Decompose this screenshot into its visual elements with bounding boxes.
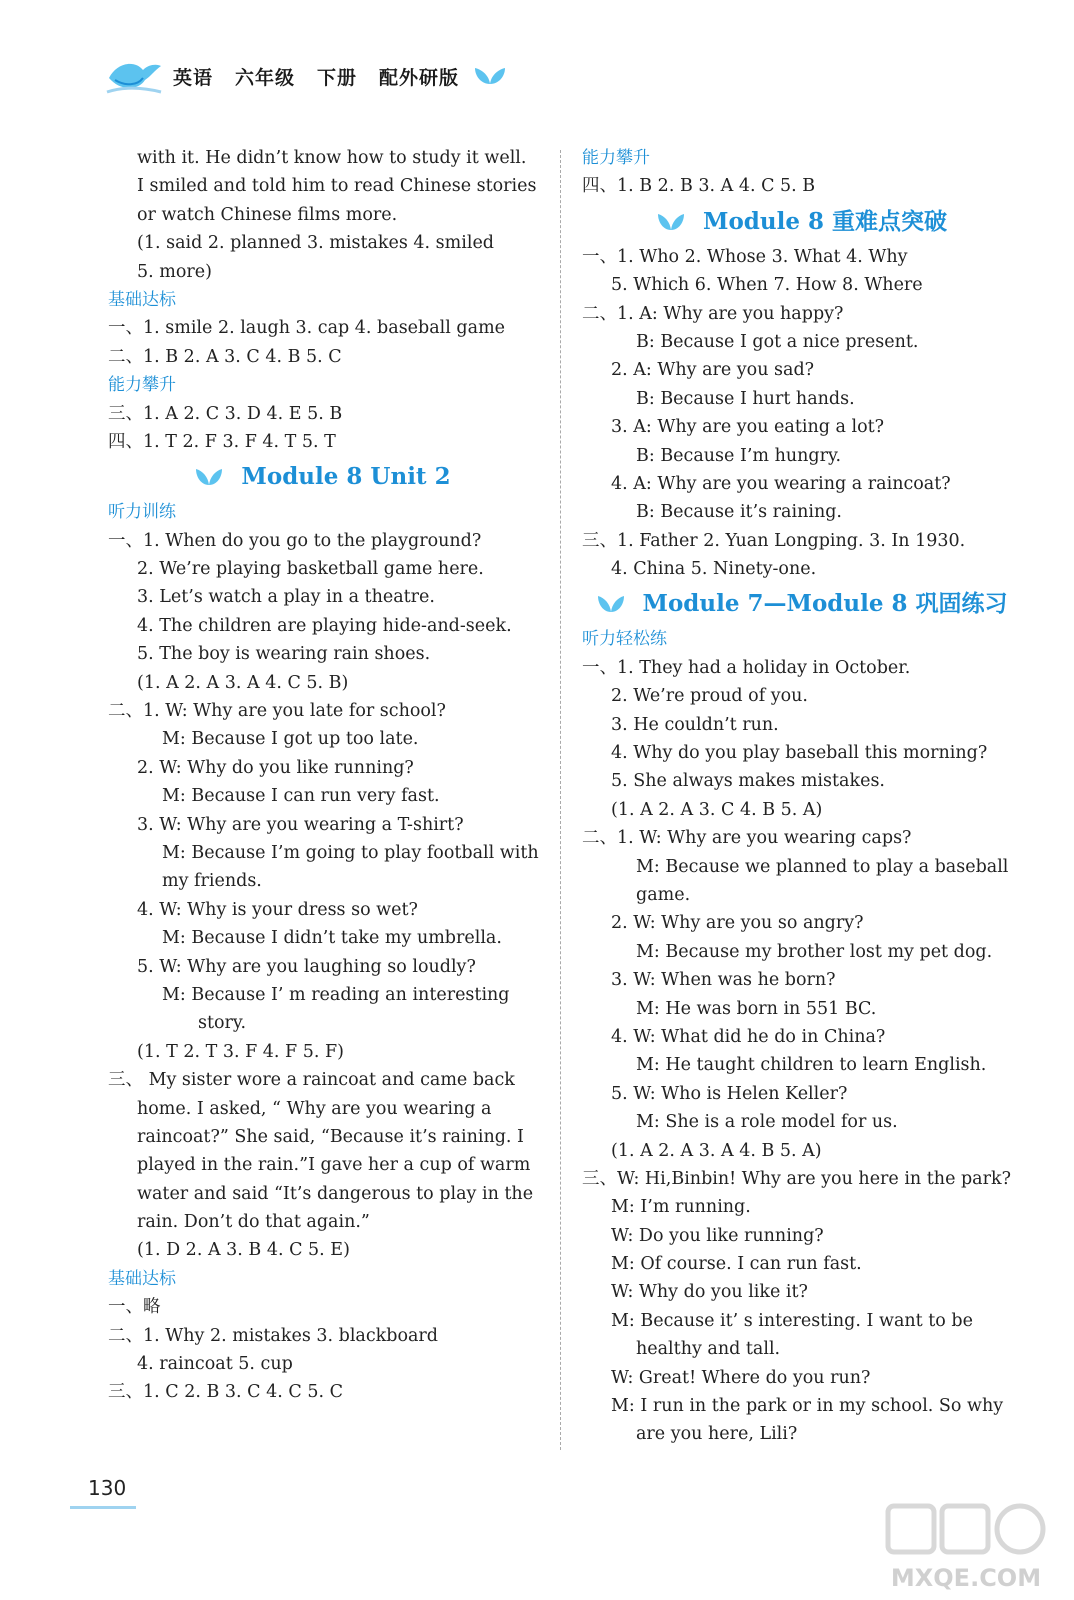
answer-line: B: Because I hurt hands. — [636, 388, 855, 409]
answer-line: 4. The children are playing hide-and-seek. — [137, 615, 512, 636]
answer-line: 5. She always makes mistakes. — [611, 771, 885, 792]
section-heading: 听力训练 — [108, 502, 176, 523]
answer-line: 三、W: Hi,Binbin! Why are you here in the park? — [582, 1168, 1011, 1189]
answer-line: 三、1. Father 2. Yuan Longping. 3. In 1930. — [582, 530, 966, 551]
answer-line: 四、1. B 2. B 3. A 4. C 5. B — [582, 176, 816, 197]
answer-line: home. I asked, “ Why are you wearing a — [137, 1098, 492, 1119]
section-title — [582, 203, 1022, 241]
bird-logo-icon — [105, 56, 163, 96]
answer-line: I smiled and told him to read Chinese stories — [137, 176, 537, 197]
answer-line: 一、略 — [108, 1297, 161, 1318]
answer-line: 三、1. C 2. B 3. C 4. C 5. C — [108, 1382, 343, 1403]
answer-line: M: He taught children to learn English. — [636, 1055, 987, 1076]
answer-line: M: Because my brother lost my pet dog. — [636, 941, 993, 962]
section-heading: 基础达标 — [108, 289, 176, 310]
leaf-icon — [195, 468, 223, 486]
answer-line: 2. W: Why do you like running? — [137, 757, 414, 778]
section-title — [108, 458, 538, 496]
answer-line: (1. A 2. A 3. C 4. B 5. A) — [611, 799, 823, 820]
answer-line: M: Because I’ m reading an interesting — [162, 984, 510, 1005]
answer-line: (1. said 2. planned 3. mistakes 4. smiled — [137, 233, 495, 254]
answer-line: 4. W: What did he do in China? — [611, 1026, 886, 1047]
answer-line: 4. raincoat 5. cup — [137, 1354, 293, 1375]
answer-line: 5. more) — [137, 261, 212, 282]
answer-line: (1. T 2. T 3. F 4. F 5. F) — [137, 1041, 344, 1062]
answer-line: B: Because it’s raining. — [636, 502, 842, 523]
column-divider — [560, 150, 561, 1450]
answer-line: M: Because I’m going to play football with — [162, 842, 539, 863]
answer-line: my friends. — [162, 871, 262, 892]
header-volume: 下册 — [317, 66, 358, 89]
answer-line: story. — [198, 1013, 247, 1034]
answer-line: 5. W: Who is Helen Keller? — [611, 1083, 848, 1104]
section-title-text: Module 7—Module 8 巩固练习 — [642, 590, 1008, 618]
answer-line: 三、1. A 2. C 3. D 4. E 5. B — [108, 403, 343, 424]
answer-line: 二、1. W: Why are you late for school? — [108, 701, 446, 722]
right-column — [582, 144, 1022, 1449]
leaf-icon — [597, 595, 625, 613]
answer-line: 2. A: Why are you sad? — [611, 360, 815, 381]
answer-line: 3. W: When was he born? — [611, 970, 836, 991]
answer-line: M: Because I got up too late. — [162, 729, 419, 750]
answer-line: 2. W: Why are you so angry? — [611, 913, 864, 934]
answer-line: 四、1. T 2. F 3. F 4. T 5. T — [108, 431, 336, 452]
left-column — [108, 144, 538, 1407]
answer-line: with it. He didn’t know how to study it well. — [137, 148, 527, 168]
answer-line: 4. W: Why is your dress so wet? — [137, 899, 418, 920]
answer-line: game. — [636, 884, 691, 905]
answer-line: 二、1. A: Why are you happy? — [582, 303, 844, 324]
page-number — [70, 1474, 136, 1508]
answer-line: M: Because we planned to play a baseball — [636, 856, 1009, 877]
answer-line: W: Great! Where do you run? — [611, 1367, 871, 1388]
answer-line: M: I’m running. — [611, 1197, 751, 1218]
answer-line: 一、1. smile 2. laugh 3. cap 4. baseball game — [108, 318, 506, 339]
answer-line: M: Because it’ s interesting. I want to be — [611, 1310, 973, 1331]
answer-line: played in the rain.”I gave her a cup of warm — [137, 1155, 531, 1176]
answer-line: 三、 My sister wore a raincoat and came back — [108, 1070, 515, 1091]
section-title-text: Module 8 Unit 2 — [241, 463, 451, 491]
answer-line: W: Do you like running? — [611, 1225, 824, 1246]
answer-line: raincoat?” She said, “Because it’s raining. I — [137, 1126, 524, 1147]
answer-line: 3. Let’s watch a play in a theatre. — [137, 587, 435, 608]
section-heading: 能力攀升 — [108, 375, 176, 396]
answer-line: 二、1. Why 2. mistakes 3. blackboard — [108, 1325, 439, 1346]
header-edition: 配外研版 — [379, 66, 460, 89]
answer-line: 4. A: Why are you wearing a raincoat? — [611, 473, 951, 494]
answer-line: 一、1. They had a holiday in October. — [582, 657, 911, 678]
answer-line: or watch Chinese films more. — [137, 204, 398, 225]
answer-line: 3. W: Why are you wearing a T-shirt? — [137, 814, 464, 835]
page-header — [105, 56, 507, 96]
answer-line: 二、1. W: Why are you wearing caps? — [582, 828, 912, 849]
section-title-text: Module 8 重难点突破 — [703, 207, 947, 235]
answer-line: 2. We’re playing basketball game here. — [137, 559, 484, 580]
answer-line: 2. We’re proud of you. — [611, 686, 808, 707]
watermark-logo — [880, 1500, 1050, 1595]
header-subject: 英语 — [173, 66, 214, 89]
answer-line: (1. D 2. A 3. B 4. C 5. E) — [137, 1240, 350, 1261]
answer-line: B: Because I’m hungry. — [636, 445, 842, 466]
page-number-text: 130 — [88, 1476, 127, 1500]
section-heading: 基础达标 — [108, 1268, 176, 1289]
answer-line: M: He was born in 551 BC. — [636, 998, 877, 1019]
answer-line: 3. He couldn’t run. — [611, 714, 779, 735]
answer-line: (1. A 2. A 3. A 4. C 5. B) — [137, 672, 349, 693]
leaf-icon — [657, 213, 685, 231]
answer-line: 5. W: Why are you laughing so loudly? — [137, 956, 476, 977]
answer-line: M: I run in the park or in my school. So why — [611, 1396, 1004, 1417]
leaf-icon — [473, 66, 507, 86]
header-grade: 六年级 — [235, 66, 296, 89]
answer-line: 4. Why do you play baseball this morning? — [611, 743, 988, 764]
answer-line: 一、1. When do you go to the playground? — [108, 530, 482, 551]
watermark-text: MXQE.COM — [890, 1564, 1042, 1592]
answer-line: healthy and tall. — [636, 1339, 781, 1360]
section-heading: 能力攀升 — [582, 148, 650, 168]
answer-line: 3. A: Why are you eating a lot? — [611, 417, 885, 438]
answer-line: M: Because I can run very fast. — [162, 786, 440, 807]
answer-line: B: Because I got a nice present. — [636, 331, 919, 352]
answer-line: M: She is a role model for us. — [636, 1112, 898, 1133]
answer-line: 二、1. B 2. A 3. C 4. B 5. C — [108, 346, 342, 367]
answer-line: rain. Don’t do that again.” — [137, 1212, 370, 1233]
section-heading: 听力轻松练 — [582, 629, 667, 650]
page-number-underline — [70, 1506, 136, 1509]
answer-line: M: Of course. I can run fast. — [611, 1254, 862, 1275]
answer-line: 一、1. Who 2. Whose 3. What 4. Why — [582, 246, 908, 267]
answer-line: 5. The boy is wearing rain shoes. — [137, 644, 431, 665]
answer-line: M: Because I didn’t take my umbrella. — [162, 928, 502, 949]
answer-line: (1. A 2. A 3. A 4. B 5. A) — [611, 1140, 822, 1161]
section-title — [582, 585, 1022, 623]
answer-line: 5. Which 6. When 7. How 8. Where — [611, 275, 923, 296]
answer-line: are you here, Lili? — [636, 1424, 798, 1445]
answer-line: 4. China 5. Ninety-one. — [611, 559, 817, 580]
answer-line: water and said “It’s dangerous to play in the — [137, 1183, 534, 1204]
answer-line: W: Why do you like it? — [611, 1282, 808, 1303]
